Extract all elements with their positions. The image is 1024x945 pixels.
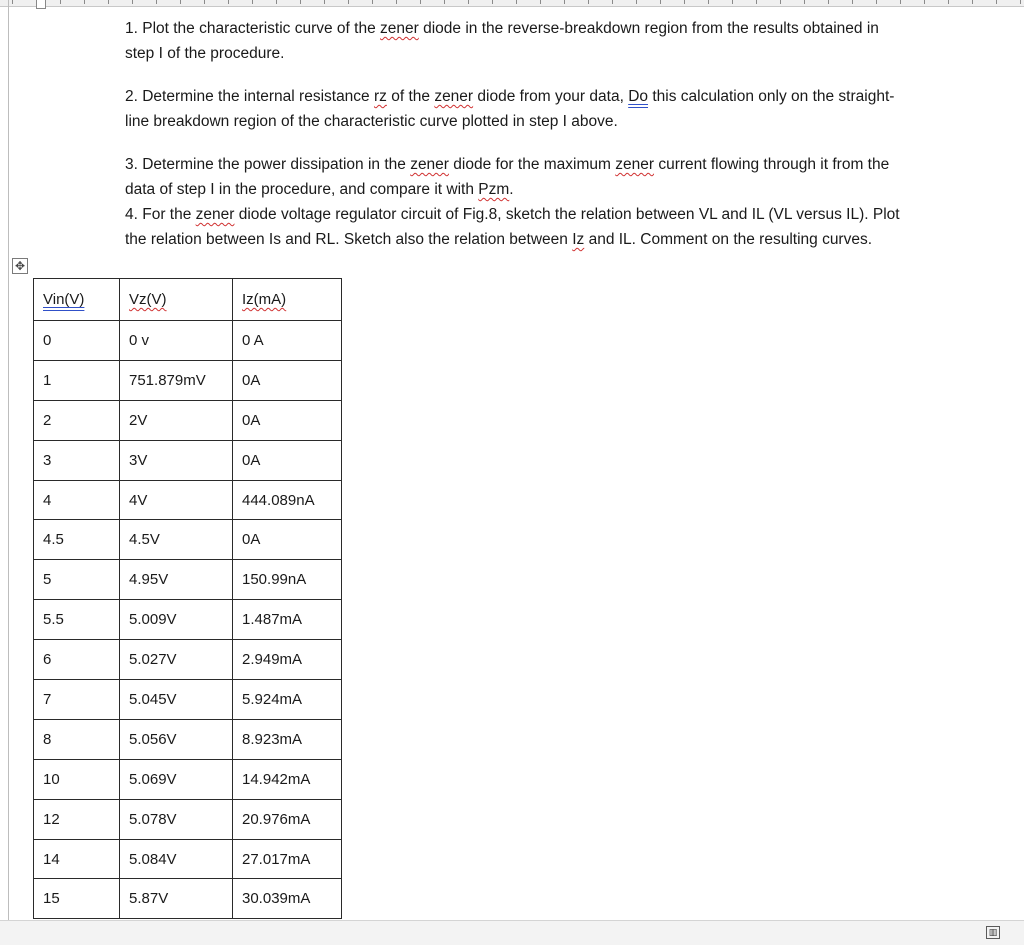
measurement-table <box>33 278 342 919</box>
paragraph-2: 2. Determine the internal resistance rz of the zener diode from your data, Do this calculation only on the straight-line breakdown region of the characteristic curve plotted in step I above. <box>125 88 895 130</box>
table-row <box>34 440 342 480</box>
ruler-tick <box>852 0 853 4</box>
paragraph-1: 1. Plot the characteristic curve of the zener diode in the reverse-breakdown region from the results obtained in step I of the procedure. <box>125 20 879 62</box>
ruler-tick <box>636 0 637 4</box>
cell-vin: 6 <box>34 640 120 680</box>
cell-iz: 20.976mA <box>233 799 342 839</box>
cell-vin: 5 <box>34 560 120 600</box>
ruler-tick <box>180 0 181 4</box>
ruler-tick <box>516 0 517 4</box>
cell-vz: 5.87V <box>120 879 233 919</box>
cell-vin: 15 <box>34 879 120 919</box>
ruler-tick <box>540 0 541 4</box>
cell-vin: 0 <box>34 321 120 361</box>
status-bar <box>0 920 1024 945</box>
top-ruler <box>0 0 1024 7</box>
ruler-indent-marker[interactable] <box>36 0 46 9</box>
cell-iz: 0 A <box>233 321 342 361</box>
ruler-tick <box>444 0 445 4</box>
cell-vin: 4 <box>34 480 120 520</box>
ruler-tick <box>228 0 229 4</box>
ruler-tick <box>204 0 205 4</box>
table-row <box>34 640 342 680</box>
ruler-tick <box>468 0 469 4</box>
cell-iz: 150.99nA <box>233 560 342 600</box>
cell-vin: 14 <box>34 839 120 879</box>
ruler-tick <box>732 0 733 4</box>
ruler-tick <box>132 0 133 4</box>
ruler-tick <box>324 0 325 4</box>
ruler-tick <box>60 0 61 4</box>
cell-iz: 14.942mA <box>233 759 342 799</box>
table-row <box>34 600 342 640</box>
paragraph-4: 4. For the zener diode voltage regulator circuit of Fig.8, sketch the relation between VL and IL (VL versus IL). Plot the relation between Is and RL. Sketch also the relation between Iz and IL. Comment on the resulting curves. <box>125 206 900 248</box>
ruler-tick <box>396 0 397 4</box>
cell-iz: 2.949mA <box>233 640 342 680</box>
cell-vin: 1 <box>34 360 120 400</box>
spelling-flag: rz <box>373 88 387 105</box>
ruler-tick <box>12 0 13 4</box>
cell-vz: 2V <box>120 400 233 440</box>
ruler-tick <box>300 0 301 4</box>
cell-vz: 751.879mV <box>120 360 233 400</box>
left-margin-line <box>8 0 9 920</box>
cell-iz: 8.923mA <box>233 719 342 759</box>
ruler-tick <box>612 0 613 4</box>
read-mode-icon[interactable]: ▥ <box>986 926 1000 939</box>
paragraph-3: 3. Determine the power dissipation in the zener diode for the maximum zener current flowing through it from the data of step I in the procedure, and compare it with Pzm. <box>125 156 890 198</box>
spelling-flag: zener <box>615 156 655 173</box>
spelling-flag: Pzm <box>478 181 510 198</box>
cell-vin: 12 <box>34 799 120 839</box>
table-row <box>34 321 342 361</box>
ruler-tick <box>948 0 949 4</box>
ruler-tick <box>1020 0 1021 4</box>
cell-vz: 5.027V <box>120 640 233 680</box>
table-row <box>34 680 342 720</box>
cell-vz: 4.5V <box>120 520 233 560</box>
ruler-tick <box>108 0 109 4</box>
header-cell-vin: Vin(V) <box>34 279 120 321</box>
ruler-tick <box>564 0 565 4</box>
header-cell-vz: Vz(V) <box>120 279 233 321</box>
table-row <box>34 759 342 799</box>
ruler-tick <box>252 0 253 4</box>
cell-vin: 10 <box>34 759 120 799</box>
ruler-tick <box>804 0 805 4</box>
grammar-flag: Do <box>628 88 649 105</box>
ruler-tick <box>708 0 709 4</box>
cell-vz: 4V <box>120 480 233 520</box>
cell-vz: 5.045V <box>120 680 233 720</box>
cell-iz: 444.089nA <box>233 480 342 520</box>
table-header-row <box>34 279 342 321</box>
cell-iz: 1.487mA <box>233 600 342 640</box>
spelling-flag: zener <box>195 206 235 223</box>
ruler-tick <box>372 0 373 4</box>
ruler-tick <box>276 0 277 4</box>
cell-iz: 0A <box>233 360 342 400</box>
header-cell-iz: Iz(mA) <box>233 279 342 321</box>
table-row <box>34 560 342 600</box>
cell-vin: 8 <box>34 719 120 759</box>
table-row <box>34 360 342 400</box>
spelling-flag: zener <box>434 88 474 105</box>
cell-vin: 5.5 <box>34 600 120 640</box>
ruler-tick <box>876 0 877 4</box>
table-row <box>34 719 342 759</box>
ruler-tick <box>420 0 421 4</box>
cell-iz: 0A <box>233 440 342 480</box>
ruler-tick <box>84 0 85 4</box>
spelling-flag: zener <box>410 156 449 173</box>
ruler-tick <box>756 0 757 4</box>
cell-iz: 27.017mA <box>233 839 342 879</box>
table-row <box>34 799 342 839</box>
cell-iz: 5.924mA <box>233 680 342 720</box>
cell-vin: 7 <box>34 680 120 720</box>
ruler-tick <box>900 0 901 4</box>
move-handle-icon[interactable]: ✥ <box>12 258 28 274</box>
cell-vz: 3V <box>120 440 233 480</box>
ruler-tick <box>972 0 973 4</box>
ruler-tick <box>996 0 997 4</box>
cell-iz: 0A <box>233 520 342 560</box>
cell-vin: 3 <box>34 440 120 480</box>
cell-iz: 0A <box>233 400 342 440</box>
table-row <box>34 520 342 560</box>
ruler-tick <box>588 0 589 4</box>
table-row <box>34 839 342 879</box>
cell-vz: 5.056V <box>120 719 233 759</box>
cell-vz: 5.009V <box>120 600 233 640</box>
table-row <box>34 879 342 919</box>
ruler-tick <box>924 0 925 4</box>
spelling-flag: zener <box>380 20 419 37</box>
cell-vz: 5.069V <box>120 759 233 799</box>
cell-vz: 5.078V <box>120 799 233 839</box>
ruler-tick <box>348 0 349 4</box>
cell-vin: 4.5 <box>34 520 120 560</box>
ruler-tick <box>492 0 493 4</box>
table-row <box>34 400 342 440</box>
ruler-tick <box>684 0 685 4</box>
cell-vz: 0 v <box>120 321 233 361</box>
cell-vin: 2 <box>34 400 120 440</box>
spelling-flag: Iz <box>572 231 585 248</box>
ruler-tick <box>660 0 661 4</box>
cell-vz: 5.084V <box>120 839 233 879</box>
ruler-tick <box>156 0 157 4</box>
ruler-tick <box>780 0 781 4</box>
cell-iz: 30.039mA <box>233 879 342 919</box>
cell-vz: 4.95V <box>120 560 233 600</box>
ruler-tick <box>828 0 829 4</box>
table-row <box>34 480 342 520</box>
